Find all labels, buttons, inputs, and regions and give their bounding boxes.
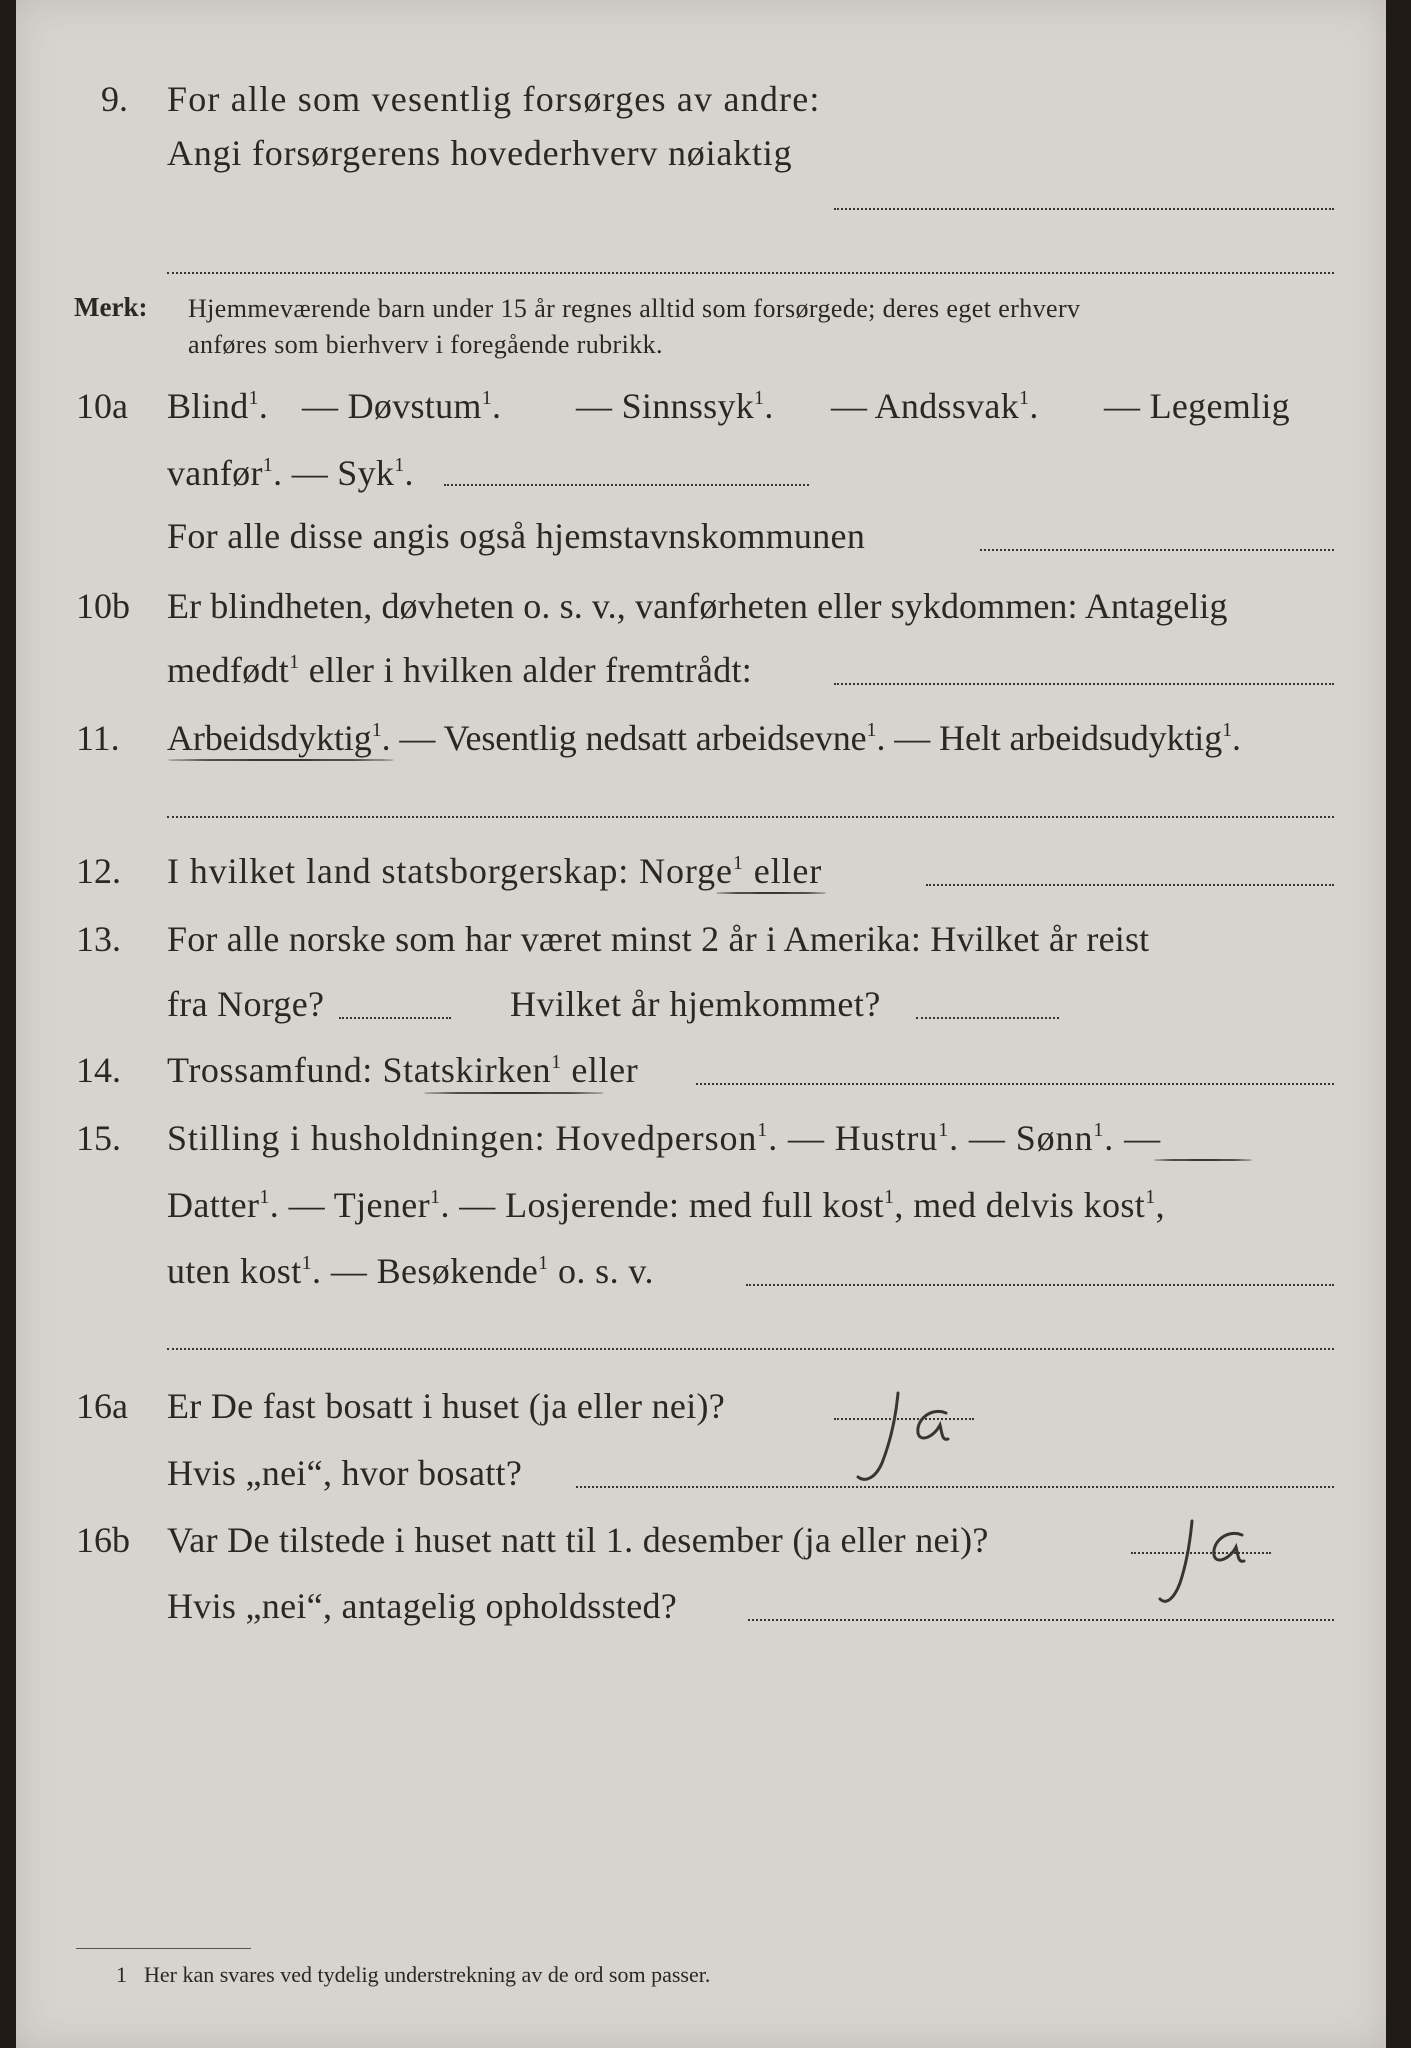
q15-number: 15. xyxy=(76,1118,121,1158)
q11-line: Arbeidsdyktig$^1$. — Vesentlig nedsatt arbeidsevne$^1$. — Helt arbeidsudyktig$^1$. xyxy=(167,718,1241,758)
q16a-line2: Hvis „nei“, hvor bosatt? xyxy=(167,1453,523,1493)
q10a-hjemstavn-line xyxy=(980,549,1334,551)
q15-answer-line xyxy=(746,1284,1334,1286)
q16a-line1: Er De fast bosatt i huset (ja eller nei)? xyxy=(167,1386,726,1426)
q11-answer-line xyxy=(167,816,1334,818)
q13-line1: For alle norske som har været minst 2 år i Amerika: Hvilket år reist xyxy=(167,919,1150,959)
q12-number: 12. xyxy=(76,851,121,891)
q10a-dovstum: — Døvstum$^1$. xyxy=(302,386,502,426)
q15-line3: uten kost$^1$. — Besøkende$^1$ o. s. v. xyxy=(167,1251,654,1291)
footnote-text: Her kan svares ved tydelig understrekning av de ord som passer. xyxy=(144,1962,711,1987)
q10a-sinnssyk: — Sinnssyk$^1$. xyxy=(576,386,774,426)
q14-statskirken-underline xyxy=(424,1092,604,1094)
q10a-line3: For alle disse angis også hjemstavnskommunen xyxy=(167,516,866,556)
footnote-mark: 1 xyxy=(116,1962,127,1987)
q13-number: 13. xyxy=(76,919,121,959)
q16a-bosatt-line xyxy=(576,1486,1334,1488)
q13-hjemkommet-line xyxy=(916,1017,1059,1019)
q10b-line1: Er blindheten, døvheten o. s. v., vanførheten eller sykdommen: Antagelig xyxy=(167,586,1228,626)
q10a-number: 10a xyxy=(76,386,128,426)
q11-arbeidsdyktig-underline xyxy=(168,759,394,761)
q15-line1: Stilling i husholdningen: Hovedperson$^1$. — Hustru$^1$. — Sønn$^1$. — xyxy=(167,1118,1161,1158)
q10a-vanfor: vanfør$^1$. — Syk$^1$. xyxy=(167,453,414,493)
q14-line: Trossamfund: Statskirken$^1$ eller xyxy=(167,1050,639,1090)
q16a-handwritten-answer xyxy=(836,1385,986,1495)
q9-answer-line xyxy=(834,208,1334,210)
footnote-rule xyxy=(76,1948,251,1949)
q10b-number: 10b xyxy=(76,586,130,626)
q10b-answer-line xyxy=(834,683,1334,685)
q9-line1: For alle som vesentlig forsørges av andre: xyxy=(167,79,821,119)
census-form-page xyxy=(16,0,1386,2048)
merk-line1: Hjemmeværende barn under 15 år regnes alltid som forsørgede; deres eget erhverv xyxy=(188,294,1081,323)
q12-answer-line xyxy=(926,884,1334,886)
q16b-number: 16b xyxy=(76,1520,130,1560)
q15-answer-line-2 xyxy=(167,1348,1334,1350)
q16b-opholdssted-line xyxy=(748,1619,1334,1621)
q16b-line1: Var De tilstede i huset natt til 1. desember (ja eller nei)? xyxy=(167,1520,989,1560)
q14-number: 14. xyxy=(76,1050,121,1090)
q16b-line2: Hvis „nei“, antagelig opholdssted? xyxy=(167,1586,678,1626)
q9-line2: Angi forsørgerens hovederhverv nøiaktig xyxy=(167,133,793,173)
q13-reist-line xyxy=(339,1017,451,1019)
merk-label: Merk: xyxy=(74,292,148,322)
q13-line2a: fra Norge? xyxy=(167,984,325,1024)
q10b-line2: medfødt$^1$ eller i hvilken alder fremtrådt: xyxy=(167,650,753,690)
q13-line2b: Hvilket år hjemkommet? xyxy=(510,984,881,1024)
q12-line: I hvilket land statsborgerskap: Norge$^1$ eller xyxy=(167,851,823,891)
q15-line2: Datter$^1$. — Tjener$^1$. — Losjerende: med full kost$^1$, med delvis kost$^1$, xyxy=(167,1185,1166,1225)
q15-sonn-underline xyxy=(1154,1159,1252,1161)
q11-number: 11. xyxy=(76,718,120,758)
q9-answer-line-2 xyxy=(167,272,1334,274)
q10a-legemlig: — Legemlig xyxy=(1104,386,1290,426)
q10a-answer-line xyxy=(444,484,809,486)
q16b-handwritten-answer xyxy=(1146,1513,1276,1623)
q16a-number: 16a xyxy=(76,1386,128,1426)
q12-norge-underline xyxy=(716,892,826,894)
q10a-andssvak: — Andssvak$^1$. xyxy=(831,386,1039,426)
q9-number: 9. xyxy=(101,79,128,119)
merk-line2: anføres som bierhverv i foregående rubrikk. xyxy=(188,330,663,359)
q10a-blind: Blind$^1$. xyxy=(167,386,269,426)
q14-answer-line xyxy=(696,1083,1334,1085)
